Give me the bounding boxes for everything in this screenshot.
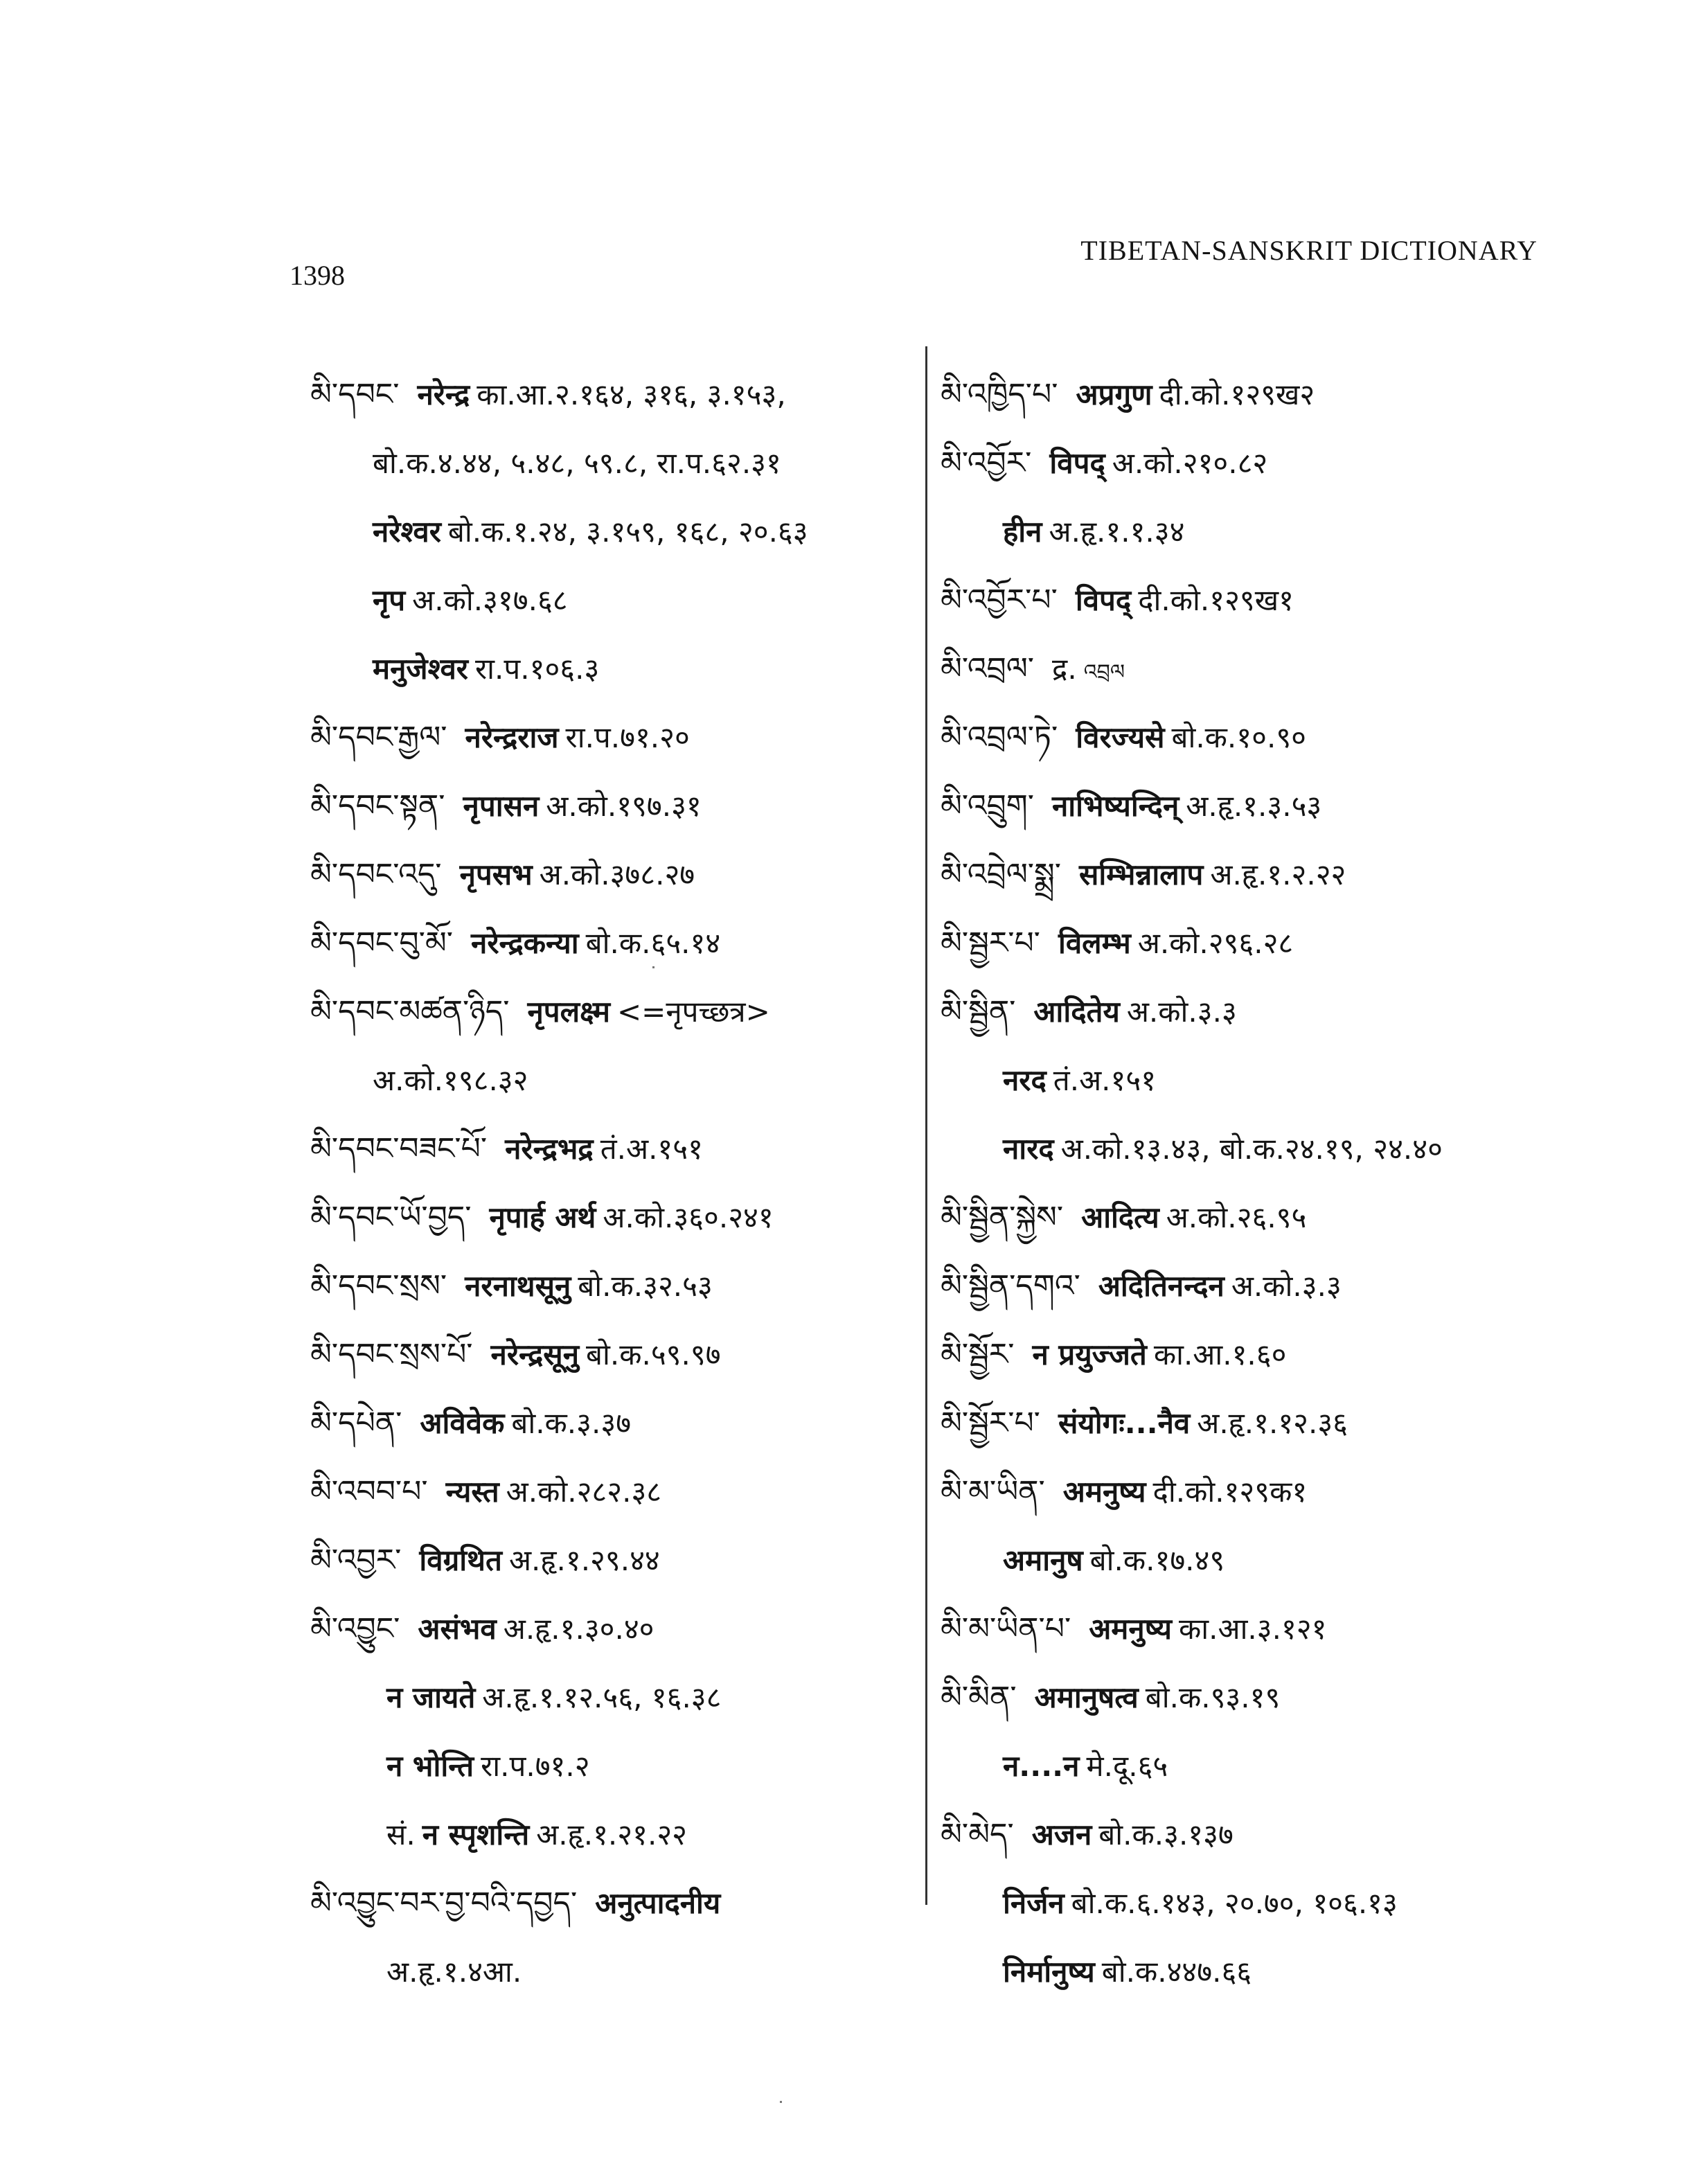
scan-mark bbox=[780, 2101, 782, 2103]
entry-line bbox=[310, 1526, 920, 1595]
source-reference: अ.हृ.१.२.२२ bbox=[1210, 858, 1346, 891]
sanskrit-equivalent: विपद् bbox=[1075, 583, 1132, 617]
source-reference: बो.क.५९.९७ bbox=[586, 1338, 721, 1371]
source-reference: अ.को.१९८.३२ bbox=[373, 1063, 528, 1097]
tibetan-headword: མི་དབང་བཟང་པོ་ bbox=[310, 1131, 488, 1166]
right-column bbox=[941, 360, 1564, 2006]
tibetan-headword: མི་སྦྱིན་ bbox=[941, 994, 1016, 1029]
sanskrit-equivalent: नरेन्द्रभद्र bbox=[505, 1132, 594, 1166]
tibetan-headword: མི་འབྱོར་ bbox=[941, 445, 1032, 481]
sanskrit-equivalent: संयोगः...नैव bbox=[1058, 1406, 1191, 1440]
tibetan-headword: མི་སྦྱོར་པ་ bbox=[941, 1405, 1040, 1441]
tibetan-headword: མི་སྦྱོར་ bbox=[941, 1337, 1015, 1372]
source-reference: अ.हृ.१.२९.४४ bbox=[508, 1543, 660, 1577]
sanskrit-equivalent: न जायते bbox=[386, 1680, 476, 1714]
source-reference: अ.को.३.३ bbox=[1126, 995, 1237, 1029]
sanskrit-equivalent: न भोन्ति bbox=[386, 1749, 474, 1783]
source-reference: बो.क.१.२४, ३.१५९, १६८, २०.६३ bbox=[447, 515, 808, 549]
entry-line bbox=[941, 1732, 1564, 1800]
sanskrit-equivalent: नरेश्वर bbox=[373, 515, 441, 549]
entry-line bbox=[310, 1457, 920, 1526]
source-reference: अ.हृ.१.१२.३६ bbox=[1197, 1406, 1348, 1440]
column-divider bbox=[925, 346, 927, 1905]
sanskrit-equivalent: विरज्यसे bbox=[1076, 720, 1165, 754]
sanskrit-equivalent: असंभव bbox=[418, 1612, 497, 1646]
source-reference: बो.क.१७.४९ bbox=[1089, 1543, 1225, 1577]
source-reference: रा.प.१०६.३ bbox=[474, 652, 600, 686]
source-reference: अ.को.१९७.३१ bbox=[546, 789, 702, 823]
sanskrit-equivalent: अमानुषत्व bbox=[1034, 1680, 1139, 1714]
source-reference: दी.को.१२९ख२ bbox=[1159, 378, 1315, 411]
sanskrit-equivalent: मनुजेश्वर bbox=[373, 652, 468, 686]
sanskrit-equivalent: अविवेक bbox=[420, 1406, 505, 1440]
tibetan-headword: མི་འབྱོར་པ་ bbox=[941, 583, 1058, 618]
tibetan-headword: མི་དབང་འདུ་ bbox=[310, 857, 442, 892]
source-reference: अ.को.२६.९५ bbox=[1166, 1200, 1307, 1234]
tibetan-headword: མི་འབྱུང་བར་བྱ་བའི་དབྱད་ bbox=[310, 1885, 578, 1921]
entry-line bbox=[941, 566, 1564, 634]
tibetan-headword: མི་དབང་བུ་མོ་ bbox=[310, 925, 454, 961]
tibetan-headword: མི་དབང་སྲས་པོ་ bbox=[310, 1337, 473, 1372]
entry-line bbox=[941, 772, 1564, 840]
source-reference: बो.क.४.४४, ५.४८, ५९.८, रा.प.६२.३१ bbox=[373, 446, 781, 480]
sanskrit-equivalent: नरेन्द्रकन्या bbox=[471, 926, 579, 960]
tibetan-headword: མི་དབང་ bbox=[310, 377, 400, 412]
entry-line bbox=[941, 1046, 1564, 1115]
source-reference: तं.अ.१५१ bbox=[1053, 1063, 1157, 1097]
sanskrit-equivalent: विलम्भ bbox=[1058, 926, 1131, 960]
left-column bbox=[310, 360, 920, 2006]
entry-line bbox=[941, 497, 1564, 566]
entry-line bbox=[310, 772, 920, 840]
tibetan-headword: མི་མིན་ bbox=[941, 1680, 1017, 1715]
entry-line bbox=[941, 429, 1564, 497]
sanskrit-equivalent: अदितिनन्दन bbox=[1098, 1269, 1224, 1303]
sanskrit-equivalent: नरेन्द्र bbox=[417, 378, 470, 411]
cross-reference-marker: द्र. bbox=[1052, 652, 1077, 686]
tibetan-headword: མི་དབང་རྒྱལ་ bbox=[310, 720, 447, 755]
sanskrit-equivalent: नरनाथसूनु bbox=[465, 1269, 571, 1303]
source-reference: बो.क.३.१३७ bbox=[1098, 1818, 1234, 1852]
tibetan-headword: མི་འབྲལ་ bbox=[941, 651, 1035, 686]
sanskrit-equivalent: निर्जन bbox=[1003, 1886, 1065, 1920]
entry-line bbox=[941, 703, 1564, 772]
source-reference: बो.क.६५.१४ bbox=[585, 926, 721, 960]
sanskrit-equivalent: न्यस्त bbox=[445, 1475, 499, 1509]
sanskrit-equivalent: न....न bbox=[1003, 1749, 1080, 1783]
page-number: 1398 bbox=[290, 260, 345, 291]
entry-line bbox=[310, 1115, 920, 1183]
tibetan-headword: མི་འཁྱིད་པ་ bbox=[941, 377, 1058, 412]
source-reference: बो.क.१०.९० bbox=[1171, 720, 1306, 754]
tibetan-headword: མི་སྦྱིན་དགའ་ bbox=[941, 1268, 1080, 1304]
sanskrit-equivalent: अप्रगुण bbox=[1076, 378, 1152, 411]
entry-line bbox=[310, 1595, 920, 1663]
entry-line bbox=[310, 909, 920, 977]
source-reference: अ.को.१३.४३, बो.क.२४.१९, २४.४० bbox=[1060, 1132, 1443, 1166]
source-reference: अ.को.३७८.२७ bbox=[539, 858, 695, 891]
tibetan-headword: མི་མེད་ bbox=[941, 1817, 1014, 1852]
entry-line bbox=[941, 909, 1564, 977]
entry-line bbox=[941, 840, 1564, 909]
entry-line bbox=[941, 1389, 1564, 1457]
sanskrit-equivalent: सम्भिन्नालाप bbox=[1078, 858, 1204, 891]
entry-line bbox=[310, 429, 920, 497]
source-reference: बो.क.३.३७ bbox=[511, 1406, 632, 1440]
entry-line bbox=[941, 1320, 1564, 1389]
entry-line bbox=[941, 1183, 1564, 1252]
tibetan-headword: མི་འབྲེལ་སྨྲ་ bbox=[941, 857, 1061, 892]
cross-reference-target: འབྲལ bbox=[1083, 660, 1125, 684]
tibetan-headword: མི་དབང་སྲས་ bbox=[310, 1268, 447, 1304]
entry-line bbox=[310, 1800, 920, 1869]
sanskrit-equivalent: नरद bbox=[1003, 1063, 1047, 1097]
tibetan-headword: མི་འབྱུང་ bbox=[310, 1611, 400, 1646]
entry-line bbox=[310, 1732, 920, 1800]
entry-line bbox=[310, 1252, 920, 1320]
tibetan-headword: མི་འབབ་པ་ bbox=[310, 1474, 428, 1509]
entry-line bbox=[941, 1800, 1564, 1869]
sanskrit-equivalent: नरेन्द्रराज bbox=[465, 720, 559, 754]
sanskrit-equivalent: नाभिष्यन्दिन् bbox=[1051, 789, 1179, 823]
source-reference: मे.दू.६५ bbox=[1086, 1749, 1168, 1783]
entry-line bbox=[310, 634, 920, 703]
source-reference: अ.को.३.३ bbox=[1231, 1269, 1342, 1303]
sanskrit-equivalent: नरेन्द्रसूनु bbox=[490, 1338, 580, 1371]
entry-line bbox=[941, 1663, 1564, 1732]
entry-line bbox=[310, 497, 920, 566]
entry-line bbox=[310, 1389, 920, 1457]
sanskrit-equivalent: विग्रथित bbox=[419, 1543, 502, 1577]
entry-line bbox=[941, 1937, 1564, 2006]
entry-line bbox=[941, 1869, 1564, 1937]
entry-line bbox=[310, 1183, 920, 1252]
entry-line bbox=[941, 1526, 1564, 1595]
entry-line bbox=[941, 1595, 1564, 1663]
tibetan-headword: མི་དཔེན་ bbox=[310, 1405, 402, 1441]
source-reference: दी.को.१२९ख१ bbox=[1138, 583, 1294, 617]
sanskrit-equivalent: नृपलक्ष्म bbox=[527, 995, 610, 1029]
tibetan-headword: མི་དབང་ཡོ་བྱད་ bbox=[310, 1200, 472, 1235]
entry-line bbox=[941, 360, 1564, 429]
source-reference: बो.क.३२.५३ bbox=[578, 1269, 713, 1303]
tibetan-headword: མི་མ་ཡིན་པ་ bbox=[941, 1611, 1071, 1646]
sanskrit-equivalent: अमानुष bbox=[1003, 1543, 1083, 1577]
sanskrit-equivalent: नृपसभ bbox=[459, 858, 533, 891]
running-head: TIBETAN-SANSKRIT DICTIONARY bbox=[1080, 235, 1538, 266]
sanskrit-equivalent: अमनुष्य bbox=[1062, 1475, 1146, 1509]
tibetan-headword: མི་འབྲལ་ཏེ་ bbox=[941, 720, 1058, 755]
source-reference: अ.को.२८२.३८ bbox=[506, 1475, 662, 1509]
entry-line bbox=[941, 1457, 1564, 1526]
entry-line bbox=[310, 1320, 920, 1389]
entry-line bbox=[941, 1115, 1564, 1183]
source-reference: बो.क.६.१४३, २०.७०, १०६.१३ bbox=[1071, 1886, 1398, 1920]
sanskrit-equivalent: आदित्य bbox=[1081, 1200, 1159, 1234]
source-reference: अ.हृ.१.३०.४० bbox=[503, 1612, 654, 1646]
source-reference: का.आ.३.१२१ bbox=[1179, 1612, 1327, 1646]
entry-line bbox=[310, 566, 920, 634]
sanskrit-equivalent: अजन bbox=[1031, 1818, 1092, 1852]
sanskrit-equivalent: न प्रयुज्जते bbox=[1032, 1338, 1147, 1371]
source-reference: अ.को.३६०.२४१ bbox=[603, 1200, 774, 1234]
tibetan-headword: མི་སྦྱར་པ་ bbox=[941, 925, 1040, 961]
entry-line bbox=[310, 977, 920, 1046]
sanskrit-equivalent: नृप bbox=[373, 583, 406, 617]
sanskrit-equivalent: हीन bbox=[1003, 515, 1042, 549]
source-reference: अ.हृ.१.४आ. bbox=[386, 1955, 522, 1989]
source-reference: बो.क.४४७.६६ bbox=[1101, 1955, 1252, 1989]
sanskrit-equivalent: आदितेय bbox=[1033, 995, 1120, 1029]
sanskrit-equivalent: अनुत्पादनीय bbox=[595, 1886, 721, 1920]
source-reference: रा.प.७१.२ bbox=[481, 1749, 590, 1783]
source-reference: तं.अ.१५१ bbox=[600, 1132, 703, 1166]
sanskrit-equivalent: निर्मानुष्य bbox=[1003, 1955, 1095, 1989]
entry-line bbox=[310, 703, 920, 772]
entry-line bbox=[310, 840, 920, 909]
source-reference: अ.हृ.१.१.३४ bbox=[1049, 515, 1185, 549]
entry-line bbox=[310, 1046, 920, 1115]
tibetan-headword: མི་མ་ཡིན་ bbox=[941, 1474, 1045, 1509]
source-reference: <=नृपच्छत्र> bbox=[616, 995, 770, 1029]
source-reference: अ.हृ.१.१२.५६, १६.३८ bbox=[482, 1680, 722, 1714]
prefix: सं. bbox=[386, 1818, 416, 1852]
entry-line bbox=[941, 634, 1564, 703]
source-reference: अ.को.२९६.२८ bbox=[1137, 926, 1294, 960]
source-reference: अ.को.३१७.६८ bbox=[412, 583, 568, 617]
source-reference: दी.को.१२९क१ bbox=[1152, 1475, 1308, 1509]
sanskrit-equivalent: विपद् bbox=[1049, 446, 1105, 480]
entry-line bbox=[941, 977, 1564, 1046]
entry-line bbox=[310, 360, 920, 429]
tibetan-headword: མི་སྦྱིན་སྐྱེས་ bbox=[941, 1200, 1064, 1235]
source-reference: अ.को.२१०.८२ bbox=[1112, 446, 1268, 480]
source-reference: अ.हृ.१.२१.२२ bbox=[536, 1818, 687, 1852]
source-reference: बो.क.९३.१९ bbox=[1145, 1680, 1281, 1714]
entry-line bbox=[310, 1869, 920, 1937]
sanskrit-equivalent: नारद bbox=[1003, 1132, 1054, 1166]
tibetan-headword: མི་འབྱར་ bbox=[310, 1543, 402, 1578]
entry-line bbox=[310, 1937, 920, 2006]
sanskrit-equivalent: नृपार्ह अर्थ bbox=[489, 1200, 596, 1234]
tibetan-headword: མི་དབང་སྟན་ bbox=[310, 788, 445, 824]
entry-line bbox=[941, 1252, 1564, 1320]
entry-line bbox=[310, 1663, 920, 1732]
source-reference: का.आ.२.१६४, ३१६, ३.१५३, bbox=[477, 378, 786, 411]
tibetan-headword: མི་འབྲུག་ bbox=[941, 788, 1034, 824]
sanskrit-equivalent: न स्पृशन्ति bbox=[422, 1818, 530, 1852]
source-reference: रा.प.७१.२० bbox=[565, 720, 690, 754]
sanskrit-equivalent: नृपासन bbox=[463, 789, 540, 823]
tibetan-headword: མི་དབང་མཚན་ཉིད་ bbox=[310, 994, 510, 1029]
source-reference: का.आ.१.६० bbox=[1153, 1338, 1287, 1371]
source-reference: अ.हृ.१.३.५३ bbox=[1186, 789, 1322, 823]
sanskrit-equivalent: अमनुष्य bbox=[1089, 1612, 1172, 1646]
